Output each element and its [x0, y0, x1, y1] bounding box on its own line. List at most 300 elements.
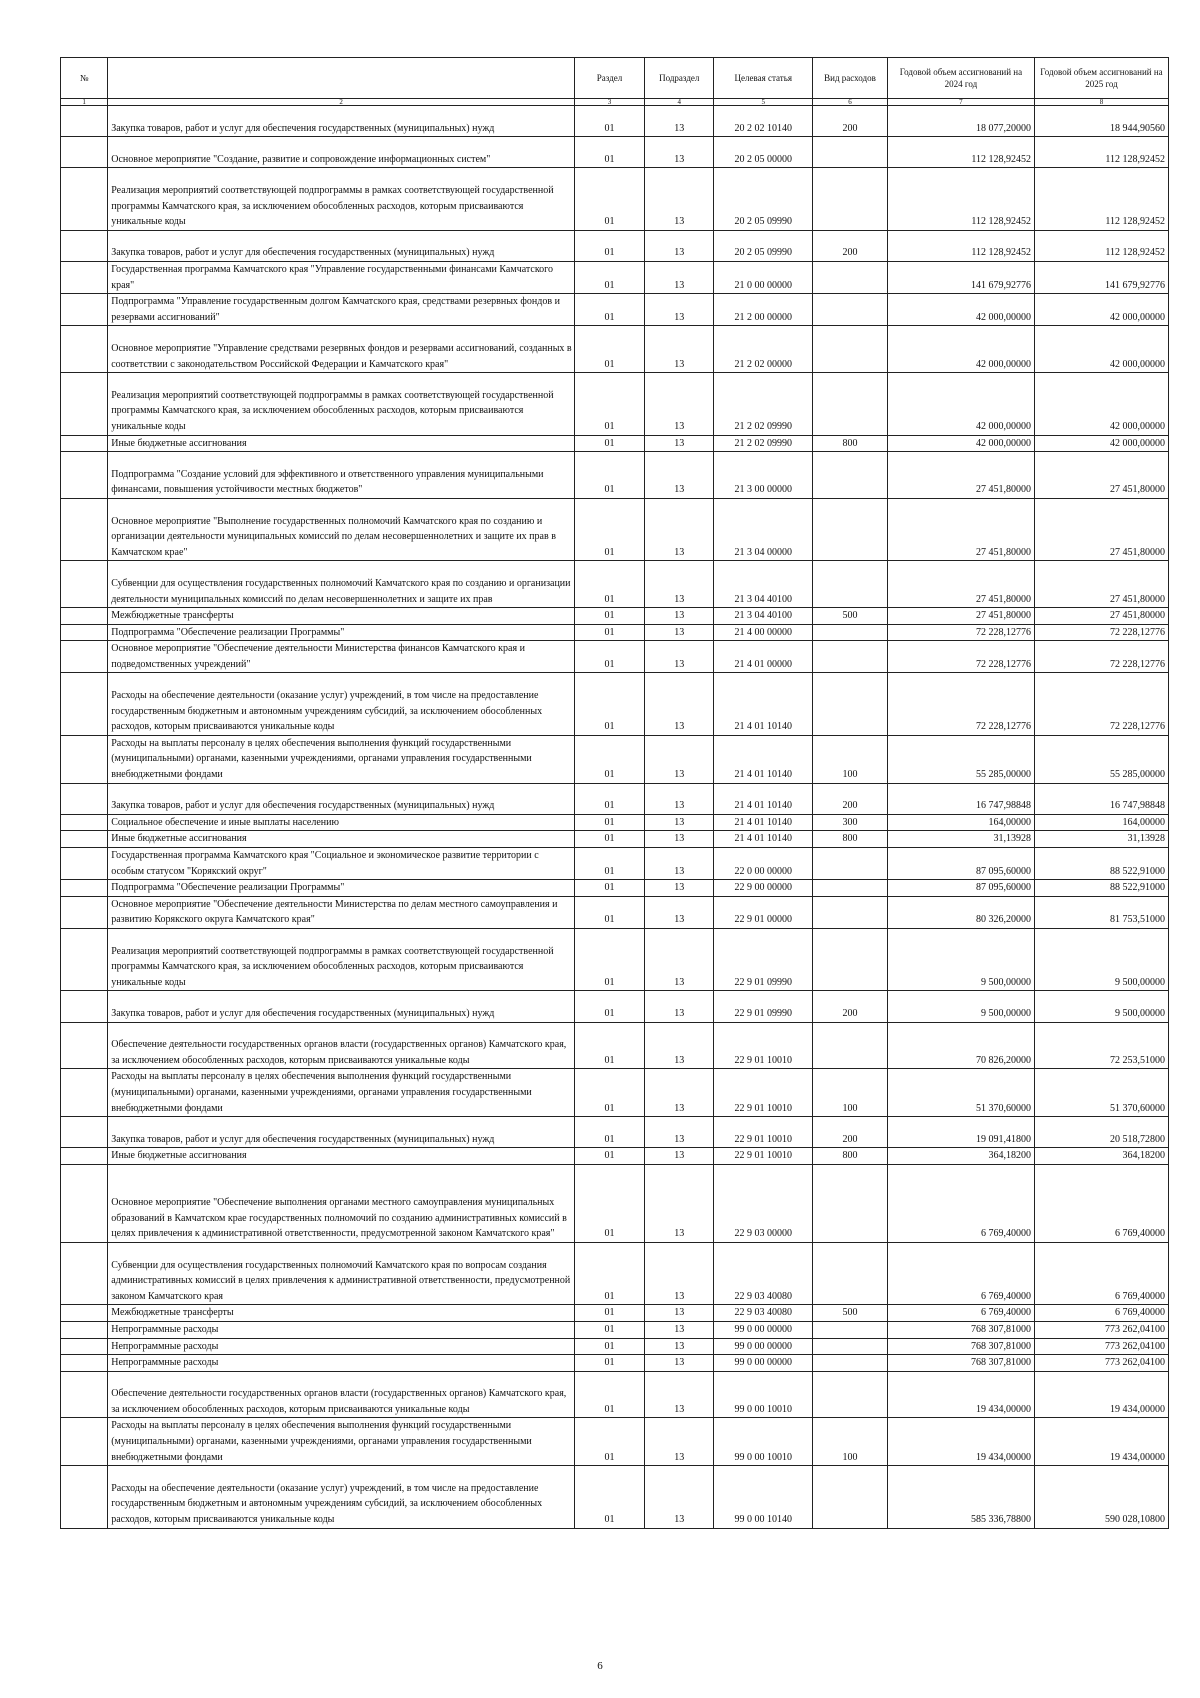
cell-razdel: 01	[574, 880, 644, 897]
cell-razdel: 01	[574, 1371, 644, 1418]
cell-description: Расходы на выплаты персоналу в целях обеспечения выполнения функций государственными (муниципальными) органами, казенными учреждениями, органами управления государственными внебюджетными фондами	[108, 1418, 575, 1466]
cell-amount-2024: 6 769,40000	[887, 1305, 1034, 1322]
cell-target-article: 20 2 05 09990	[714, 230, 813, 261]
cell-description: Обеспечение деятельности государственных органов власти (государственных органов) Камчатского края, за исключением обособленных расходов, которым присваиваются уникальные коды	[108, 1022, 575, 1069]
cell-expense-type	[813, 1321, 888, 1338]
cell-no	[61, 1466, 108, 1528]
cell-amount-2025: 16 747,98848	[1034, 783, 1168, 814]
cell-no	[61, 1242, 108, 1304]
cell-razdel: 01	[574, 1355, 644, 1372]
cell-expense-type	[813, 673, 888, 735]
cell-amount-2025: 88 522,91000	[1034, 848, 1168, 880]
cell-no	[61, 373, 108, 435]
cell-target-article: 21 2 02 00000	[714, 326, 813, 373]
cell-no	[61, 1164, 108, 1242]
cell-no	[61, 1321, 108, 1338]
cell-no	[61, 928, 108, 990]
column-number: 1	[61, 99, 108, 106]
cell-amount-2024: 18 077,20000	[887, 106, 1034, 137]
cell-description: Иные бюджетные ассигнования	[108, 831, 575, 848]
cell-podrazdel: 13	[645, 783, 714, 814]
table-row	[61, 373, 1169, 435]
cell-razdel: 01	[574, 168, 644, 230]
cell-amount-2025: 18 944,90560	[1034, 106, 1168, 137]
cell-target-article: 21 3 04 40100	[714, 608, 813, 625]
cell-no	[61, 452, 108, 499]
cell-amount-2024: 42 000,00000	[887, 326, 1034, 373]
table-row	[61, 848, 1169, 880]
cell-description: Основное мероприятие "Создание, развитие и сопровождение информационных систем"	[108, 137, 575, 168]
cell-razdel: 01	[574, 261, 644, 293]
cell-amount-2025: 6 769,40000	[1034, 1164, 1168, 1242]
cell-description: Подпрограмма "Обеспечение реализации Программы"	[108, 880, 575, 897]
cell-target-article: 22 9 03 00000	[714, 1164, 813, 1242]
cell-razdel: 01	[574, 928, 644, 990]
cell-amount-2025: 773 262,04100	[1034, 1355, 1168, 1372]
cell-expense-type	[813, 326, 888, 373]
cell-amount-2025: 27 451,80000	[1034, 498, 1168, 560]
table-row	[61, 106, 1169, 137]
col-header-2024: Годовой объем ассигнований на 2024 год	[887, 58, 1034, 99]
table-row	[61, 783, 1169, 814]
cell-podrazdel: 13	[645, 1069, 714, 1117]
cell-no	[61, 735, 108, 783]
cell-podrazdel: 13	[645, 452, 714, 499]
cell-podrazdel: 13	[645, 1242, 714, 1304]
cell-razdel: 01	[574, 673, 644, 735]
cell-expense-type	[813, 1355, 888, 1372]
cell-target-article: 21 4 01 10140	[714, 814, 813, 831]
cell-expense-type: 500	[813, 608, 888, 625]
table-row	[61, 1466, 1169, 1528]
cell-amount-2025: 6 769,40000	[1034, 1242, 1168, 1304]
cell-description: Подпрограмма "Создание условий для эффективного и ответственного управления муниципальными финансами, повышения устойчивости местных бюджетов"	[108, 452, 575, 499]
table-row	[61, 137, 1169, 168]
cell-amount-2025: 55 285,00000	[1034, 735, 1168, 783]
cell-description: Основное мероприятие "Выполнение государственных полномочий Камчатского края по созданию и организации деятельности муниципальных комиссий по делам несовершеннолетних и защите их прав в Камчатском крае"	[108, 498, 575, 560]
cell-target-article: 99 0 00 10010	[714, 1371, 813, 1418]
cell-expense-type	[813, 896, 888, 928]
cell-expense-type	[813, 137, 888, 168]
cell-expense-type	[813, 880, 888, 897]
cell-target-article: 22 9 01 00000	[714, 896, 813, 928]
cell-razdel: 01	[574, 435, 644, 452]
table-row	[61, 1148, 1169, 1165]
col-header-podrazdel: Подраздел	[645, 58, 714, 99]
table-row	[61, 814, 1169, 831]
cell-no	[61, 848, 108, 880]
column-number: 3	[574, 99, 644, 106]
table-row	[61, 561, 1169, 608]
cell-no	[61, 1305, 108, 1322]
cell-razdel: 01	[574, 1148, 644, 1165]
cell-amount-2024: 51 370,60000	[887, 1069, 1034, 1117]
cell-no	[61, 168, 108, 230]
cell-podrazdel: 13	[645, 624, 714, 641]
cell-no	[61, 1418, 108, 1466]
cell-razdel: 01	[574, 561, 644, 608]
cell-razdel: 01	[574, 831, 644, 848]
cell-target-article: 99 0 00 10140	[714, 1466, 813, 1528]
cell-razdel: 01	[574, 624, 644, 641]
cell-no	[61, 1338, 108, 1355]
table-row	[61, 168, 1169, 230]
cell-podrazdel: 13	[645, 1321, 714, 1338]
cell-no	[61, 1148, 108, 1165]
cell-amount-2025: 27 451,80000	[1034, 561, 1168, 608]
cell-no	[61, 608, 108, 625]
table-row	[61, 896, 1169, 928]
cell-podrazdel: 13	[645, 326, 714, 373]
cell-amount-2024: 112 128,92452	[887, 137, 1034, 168]
cell-expense-type	[813, 1338, 888, 1355]
cell-razdel: 01	[574, 230, 644, 261]
cell-amount-2025: 31,13928	[1034, 831, 1168, 848]
cell-description: Основное мероприятие "Обеспечение деятельности Министерства по делам местного самоуправления и развитию Корякского округа Камчатского края"	[108, 896, 575, 928]
cell-amount-2025: 42 000,00000	[1034, 435, 1168, 452]
cell-description: Расходы на выплаты персоналу в целях обеспечения выполнения функций государственными (муниципальными) органами, казенными учреждениями, органами управления государственными внебюджетными фондами	[108, 735, 575, 783]
cell-expense-type	[813, 498, 888, 560]
cell-no	[61, 1022, 108, 1069]
table-row	[61, 673, 1169, 735]
cell-description: Государственная программа Камчатского края "Социальное и экономическое развитие территории с особым статусом "Корякский округ"	[108, 848, 575, 880]
cell-razdel: 01	[574, 1117, 644, 1148]
cell-target-article: 20 2 05 00000	[714, 137, 813, 168]
cell-amount-2025: 72 228,12776	[1034, 673, 1168, 735]
cell-amount-2025: 164,00000	[1034, 814, 1168, 831]
cell-description: Закупка товаров, работ и услуг для обеспечения государственных (муниципальных) нужд	[108, 106, 575, 137]
cell-razdel: 01	[574, 373, 644, 435]
cell-amount-2025: 72 253,51000	[1034, 1022, 1168, 1069]
cell-expense-type	[813, 294, 888, 326]
cell-description: Субвенции для осуществления государственных полномочий Камчатского края по вопросам создания административных комиссий в целях привлечения к административной ответственности, предусмотренной законом Камчатского края	[108, 1242, 575, 1304]
cell-expense-type: 200	[813, 991, 888, 1022]
cell-razdel: 01	[574, 1164, 644, 1242]
cell-expense-type	[813, 848, 888, 880]
cell-razdel: 01	[574, 326, 644, 373]
cell-podrazdel: 13	[645, 1338, 714, 1355]
cell-amount-2025: 42 000,00000	[1034, 326, 1168, 373]
cell-expense-type: 200	[813, 1117, 888, 1148]
cell-podrazdel: 13	[645, 608, 714, 625]
cell-no	[61, 561, 108, 608]
cell-amount-2024: 19 434,00000	[887, 1418, 1034, 1466]
table-row	[61, 608, 1169, 625]
cell-razdel: 01	[574, 106, 644, 137]
cell-expense-type	[813, 168, 888, 230]
cell-podrazdel: 13	[645, 1117, 714, 1148]
cell-target-article: 99 0 00 00000	[714, 1338, 813, 1355]
cell-amount-2024: 9 500,00000	[887, 991, 1034, 1022]
cell-expense-type	[813, 561, 888, 608]
cell-no	[61, 783, 108, 814]
cell-podrazdel: 13	[645, 831, 714, 848]
table-row	[61, 1355, 1169, 1372]
cell-description: Межбюджетные трансферты	[108, 1305, 575, 1322]
cell-razdel: 01	[574, 1321, 644, 1338]
cell-target-article: 21 4 01 10140	[714, 673, 813, 735]
cell-target-article: 22 9 01 10010	[714, 1148, 813, 1165]
cell-expense-type	[813, 373, 888, 435]
cell-amount-2024: 70 826,20000	[887, 1022, 1034, 1069]
cell-amount-2024: 112 128,92452	[887, 230, 1034, 261]
budget-table-sheet	[60, 57, 1169, 1529]
cell-description: Закупка товаров, работ и услуг для обеспечения государственных (муниципальных) нужд	[108, 230, 575, 261]
cell-amount-2024: 72 228,12776	[887, 673, 1034, 735]
cell-amount-2024: 16 747,98848	[887, 783, 1034, 814]
cell-target-article: 21 4 01 10140	[714, 783, 813, 814]
cell-podrazdel: 13	[645, 1148, 714, 1165]
cell-amount-2024: 27 451,80000	[887, 561, 1034, 608]
cell-amount-2025: 364,18200	[1034, 1148, 1168, 1165]
cell-expense-type: 200	[813, 106, 888, 137]
cell-target-article: 22 9 01 10010	[714, 1117, 813, 1148]
cell-podrazdel: 13	[645, 1305, 714, 1322]
cell-expense-type	[813, 641, 888, 673]
cell-no	[61, 1371, 108, 1418]
cell-no	[61, 137, 108, 168]
cell-podrazdel: 13	[645, 1371, 714, 1418]
cell-podrazdel: 13	[645, 1022, 714, 1069]
cell-podrazdel: 13	[645, 261, 714, 293]
cell-expense-type	[813, 624, 888, 641]
cell-description: Основное мероприятие "Обеспечение выполнения органами местного самоуправления муниципальных образований в Камчатском крае государственных полномочий по созданию административных комиссий в целях привлечения к административной ответственности, предусмотренной законом Камчатского края"	[108, 1164, 575, 1242]
cell-description: Закупка товаров, работ и услуг для обеспечения государственных (муниципальных) нужд	[108, 991, 575, 1022]
cell-expense-type: 500	[813, 1305, 888, 1322]
cell-amount-2024: 72 228,12776	[887, 624, 1034, 641]
table-row	[61, 452, 1169, 499]
cell-amount-2024: 768 307,81000	[887, 1338, 1034, 1355]
cell-target-article: 22 9 03 40080	[714, 1242, 813, 1304]
cell-amount-2024: 27 451,80000	[887, 498, 1034, 560]
cell-target-article: 21 4 00 00000	[714, 624, 813, 641]
cell-description: Основное мероприятие "Управление средствами резервных фондов и резервами ассигнований, созданных в соответствии с законодательством Российской Федерации и Камчатского края"	[108, 326, 575, 373]
cell-no	[61, 991, 108, 1022]
cell-razdel: 01	[574, 1069, 644, 1117]
cell-razdel: 01	[574, 1418, 644, 1466]
cell-target-article: 99 0 00 00000	[714, 1355, 813, 1372]
col-header-expense-type: Вид расходов	[813, 58, 888, 99]
cell-razdel: 01	[574, 896, 644, 928]
table-row	[61, 641, 1169, 673]
cell-expense-type	[813, 1466, 888, 1528]
cell-expense-type: 100	[813, 1069, 888, 1117]
table-row	[61, 435, 1169, 452]
cell-target-article: 21 3 00 00000	[714, 452, 813, 499]
cell-expense-type: 300	[813, 814, 888, 831]
cell-target-article: 22 9 01 09990	[714, 991, 813, 1022]
cell-no	[61, 641, 108, 673]
cell-podrazdel: 13	[645, 1355, 714, 1372]
table-row	[61, 1338, 1169, 1355]
cell-no	[61, 814, 108, 831]
cell-amount-2024: 585 336,78800	[887, 1466, 1034, 1528]
cell-razdel: 01	[574, 1305, 644, 1322]
cell-razdel: 01	[574, 608, 644, 625]
cell-description: Реализация мероприятий соответствующей подпрограммы в рамках соответствующей государственной программы Камчатского края, за исключением обособленных расходов, которым присваиваются уникальные коды	[108, 168, 575, 230]
cell-expense-type	[813, 261, 888, 293]
table-row	[61, 1069, 1169, 1117]
cell-target-article: 21 2 02 09990	[714, 373, 813, 435]
cell-description: Основное мероприятие "Обеспечение деятельности Министерства финансов Камчатского края и подведомственных учреждений"	[108, 641, 575, 673]
cell-podrazdel: 13	[645, 641, 714, 673]
cell-amount-2024: 112 128,92452	[887, 168, 1034, 230]
cell-target-article: 22 9 00 00000	[714, 880, 813, 897]
table-row	[61, 498, 1169, 560]
cell-amount-2025: 112 128,92452	[1034, 230, 1168, 261]
cell-no	[61, 498, 108, 560]
cell-podrazdel: 13	[645, 880, 714, 897]
cell-amount-2024: 6 769,40000	[887, 1164, 1034, 1242]
cell-razdel: 01	[574, 294, 644, 326]
cell-amount-2024: 42 000,00000	[887, 435, 1034, 452]
cell-razdel: 01	[574, 783, 644, 814]
page-number: 6	[597, 1660, 603, 1672]
table-body	[61, 106, 1169, 1529]
cell-razdel: 01	[574, 1242, 644, 1304]
cell-podrazdel: 13	[645, 928, 714, 990]
cell-no	[61, 896, 108, 928]
cell-amount-2025: 19 434,00000	[1034, 1418, 1168, 1466]
cell-podrazdel: 13	[645, 373, 714, 435]
table-row	[61, 1164, 1169, 1242]
cell-amount-2024: 6 769,40000	[887, 1242, 1034, 1304]
cell-no	[61, 1117, 108, 1148]
cell-target-article: 22 9 01 10010	[714, 1022, 813, 1069]
column-number-row	[61, 99, 1169, 106]
cell-target-article: 22 9 03 40080	[714, 1305, 813, 1322]
cell-razdel: 01	[574, 991, 644, 1022]
cell-description: Подпрограмма "Управление государственным долгом Камчатского края, средствами резервных фондов и резервами ассигнований"	[108, 294, 575, 326]
cell-amount-2024: 42 000,00000	[887, 294, 1034, 326]
cell-target-article: 21 4 01 10140	[714, 735, 813, 783]
cell-podrazdel: 13	[645, 168, 714, 230]
cell-target-article: 21 3 04 00000	[714, 498, 813, 560]
cell-description: Иные бюджетные ассигнования	[108, 1148, 575, 1165]
cell-description: Иные бюджетные ассигнования	[108, 435, 575, 452]
col-header-2025: Годовой объем ассигнований на 2025 год	[1034, 58, 1168, 99]
cell-target-article: 21 4 01 10140	[714, 831, 813, 848]
cell-expense-type: 800	[813, 1148, 888, 1165]
cell-amount-2024: 42 000,00000	[887, 373, 1034, 435]
cell-expense-type	[813, 928, 888, 990]
cell-amount-2025: 81 753,51000	[1034, 896, 1168, 928]
column-number: 6	[813, 99, 888, 106]
table-row	[61, 230, 1169, 261]
cell-description: Закупка товаров, работ и услуг для обеспечения государственных (муниципальных) нужд	[108, 783, 575, 814]
cell-razdel: 01	[574, 641, 644, 673]
col-header-razdel: Раздел	[574, 58, 644, 99]
cell-amount-2024: 31,13928	[887, 831, 1034, 848]
budget-table	[60, 57, 1169, 1529]
cell-expense-type	[813, 1022, 888, 1069]
cell-podrazdel: 13	[645, 673, 714, 735]
cell-amount-2024: 9 500,00000	[887, 928, 1034, 990]
cell-target-article: 21 2 00 00000	[714, 294, 813, 326]
cell-amount-2025: 88 522,91000	[1034, 880, 1168, 897]
cell-target-article: 22 9 01 10010	[714, 1069, 813, 1117]
table-row	[61, 294, 1169, 326]
cell-no	[61, 831, 108, 848]
cell-amount-2025: 9 500,00000	[1034, 928, 1168, 990]
cell-amount-2025: 72 228,12776	[1034, 624, 1168, 641]
cell-amount-2024: 55 285,00000	[887, 735, 1034, 783]
cell-expense-type: 200	[813, 230, 888, 261]
table-row	[61, 624, 1169, 641]
cell-podrazdel: 13	[645, 498, 714, 560]
cell-no	[61, 106, 108, 137]
cell-amount-2025: 112 128,92452	[1034, 168, 1168, 230]
cell-amount-2024: 27 451,80000	[887, 608, 1034, 625]
cell-description: Реализация мероприятий соответствующей подпрограммы в рамках соответствующей государственной программы Камчатского края, за исключением обособленных расходов, которым присваиваются уникальные коды	[108, 373, 575, 435]
cell-expense-type: 100	[813, 1418, 888, 1466]
col-header-name	[108, 58, 575, 99]
cell-amount-2024: 141 679,92776	[887, 261, 1034, 293]
cell-target-article: 99 0 00 10010	[714, 1418, 813, 1466]
cell-expense-type	[813, 1164, 888, 1242]
cell-amount-2025: 773 262,04100	[1034, 1338, 1168, 1355]
column-number: 7	[887, 99, 1034, 106]
column-number: 2	[108, 99, 575, 106]
cell-expense-type	[813, 452, 888, 499]
cell-amount-2025: 141 679,92776	[1034, 261, 1168, 293]
table-row	[61, 1305, 1169, 1322]
table-row	[61, 326, 1169, 373]
cell-podrazdel: 13	[645, 814, 714, 831]
cell-amount-2025: 42 000,00000	[1034, 373, 1168, 435]
table-row	[61, 1418, 1169, 1466]
cell-expense-type: 200	[813, 783, 888, 814]
cell-description: Расходы на обеспечение деятельности (оказание услуг) учреждений, в том числе на предоставление государственным бюджетным и автономным учреждениям субсидий, за исключением обособленных расходов, которым присваиваются уникальные коды	[108, 673, 575, 735]
cell-no	[61, 673, 108, 735]
cell-no	[61, 435, 108, 452]
table-header-row	[61, 58, 1169, 99]
cell-no	[61, 624, 108, 641]
table-row	[61, 735, 1169, 783]
table-row	[61, 880, 1169, 897]
cell-target-article: 21 3 04 40100	[714, 561, 813, 608]
cell-description: Непрограммные расходы	[108, 1338, 575, 1355]
cell-amount-2025: 27 451,80000	[1034, 452, 1168, 499]
cell-description: Социальное обеспечение и иные выплаты населению	[108, 814, 575, 831]
cell-expense-type	[813, 1371, 888, 1418]
cell-amount-2025: 19 434,00000	[1034, 1371, 1168, 1418]
table-row	[61, 991, 1169, 1022]
cell-amount-2025: 42 000,00000	[1034, 294, 1168, 326]
cell-description: Субвенции для осуществления государственных полномочий Камчатского края по созданию и организации деятельности муниципальных комиссий по делам несовершеннолетних и защите их прав	[108, 561, 575, 608]
cell-description: Подпрограмма "Обеспечение реализации Программы"	[108, 624, 575, 641]
cell-podrazdel: 13	[645, 230, 714, 261]
cell-amount-2025: 590 028,10800	[1034, 1466, 1168, 1528]
cell-podrazdel: 13	[645, 106, 714, 137]
table-row	[61, 1022, 1169, 1069]
cell-description: Обеспечение деятельности государственных органов власти (государственных органов) Камчатского края, за исключением обособленных расходов, которым присваиваются уникальные коды	[108, 1371, 575, 1418]
cell-amount-2024: 164,00000	[887, 814, 1034, 831]
column-number: 8	[1034, 99, 1168, 106]
cell-description: Расходы на выплаты персоналу в целях обеспечения выполнения функций государственными (муниципальными) органами, казенными учреждениями, органами управления государственными внебюджетными фондами	[108, 1069, 575, 1117]
col-header-no: №	[61, 58, 108, 99]
cell-razdel: 01	[574, 848, 644, 880]
cell-description: Непрограммные расходы	[108, 1321, 575, 1338]
cell-amount-2024: 364,18200	[887, 1148, 1034, 1165]
cell-expense-type: 800	[813, 831, 888, 848]
cell-amount-2024: 27 451,80000	[887, 452, 1034, 499]
cell-description: Закупка товаров, работ и услуг для обеспечения государственных (муниципальных) нужд	[108, 1117, 575, 1148]
cell-razdel: 01	[574, 735, 644, 783]
cell-amount-2025: 20 518,72800	[1034, 1117, 1168, 1148]
cell-amount-2025: 51 370,60000	[1034, 1069, 1168, 1117]
cell-razdel: 01	[574, 1338, 644, 1355]
